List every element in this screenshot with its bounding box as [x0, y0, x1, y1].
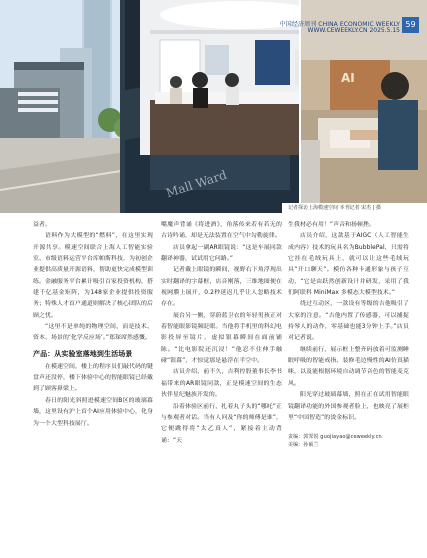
article-paragraph: 店员介绍，前不久，吉利控股董事长李书福带来的AR眼镜同款，正是模速空间的生态伙伴星纪魅族开发的。 — [161, 369, 282, 399]
article-paragraph: 记者戴上眼镜的瞬间，视野右下角浮现出实时翻译的字幕框，店音刚落，三维地图便在视网膜上展开，0.2秒延迟几乎让人忽略技术存在。 — [161, 267, 282, 308]
magazine-title: 中国经济周刊 CHINA ECONOMIC WEEKLY — [279, 21, 400, 28]
ai-sign-text: AI — [341, 71, 355, 85]
photo-caption: 记者探访上海模速空间 本刊记者 宋杰 | 摄 — [282, 203, 427, 214]
article-paragraph: 店员介绍，这款基于AIGC（人工智能生成内容）技术的玩具名为BubblePal，只需将它挂在毛绒玩具上，就可以让这些毛绒玩具“开口聊天”。模仿各种卡通形象与孩子互动，“它是由跃然创新设计并研发，采用了我们阿联科 MiniMax 多模态大模型技术。” — [288, 233, 409, 297]
article-paragraph: “这里不是单纯的物理空间，而是技术、资本、场景的‘化学反应场’。”郑琛席然感慨。 — [33, 324, 153, 342]
article-column-2 — [161, 220, 282, 447]
credit-editor: 责编：郭霁锐 guojiayao@ceweekly.cn — [288, 434, 382, 441]
page-number: 59 — [402, 17, 419, 33]
magazine-header — [279, 0, 427, 40]
building-photo — [0, 0, 140, 213]
article-paragraph: 生我材必有用！”声音和扬顿挫。 — [288, 222, 376, 228]
article-paragraph: 店员拿起一副AR眼镜说：“这是车展同款翻译神器，试试用它问路。” — [161, 244, 282, 263]
article-paragraph: 展台另一侧，穿蔚蓝卫衣的年轻男孩正对着智能眼影镜频眨眼。当他将手机里的科幻电影投屏至镜片，虚拟银幕瞬间在面前铺陈。“比电影院还沉浸！”他忍不住伸手触碰“银幕”，才惊觉那是悬浮在半空中。 — [161, 312, 282, 365]
article-paragraph: 继续前行，展示框上整齐码放着可监测睡眠呼吸的智能戒指、装修毛边慢性的AI仿真猫咪，以及能根据环境自动调节音色的智能麦克风。 — [288, 346, 409, 387]
article-paragraph: 绕过互动区，一款设有等级的吉他吸引了大家的注意。“吉他内置了传感器，可以捕捉持琴人的动作，零基础也能3分钟上手。”店员对记者说。 — [288, 301, 409, 342]
article-paragraph: 益者。 — [33, 222, 51, 228]
article-paragraph: 沿着体验区前行，扎着丸子头的“哪吒”正与参观者对话。当有人问及“你的师傅是谁”，它便跳得将“太乙真人”，紧接着主动背诵：“天 — [161, 403, 282, 444]
mall-sign-text: Mall Ward — [164, 167, 229, 201]
magazine-issue: WWW.CEWEEKLY.CN 2025.5.15 — [307, 27, 400, 34]
article-paragraph: 语料作为大模型的“燃料”，在这里实现开源共享。模速空间联合上海人工智能实验室、市级语料运营平台库帕斯科技，为初创企业提供高质量开源语料，帮助更快完成模型训练。金融服务平台累计吸引百家投资机构，搭建千亿基金矩阵，为148家企业提供投资服务；特殊人才首户通道则解决了核心团队的后顾之忧。 — [33, 233, 153, 319]
article-paragraph: 春日的阳光斜照进模速空间B区的玻璃幕墙，这里设有沪上首个AI应用体验中心，化身为一个大型科技展厅。 — [33, 397, 153, 427]
credit-designer: 美编：孙硕兰 — [288, 442, 319, 449]
article-paragraph: 在模速空间，楼上的程序员们敲代码的键盘声还没停，楼下体验中心的智能眼镜已经戴到了顾客鼻梁上。 — [33, 363, 153, 393]
article-credits — [288, 433, 409, 449]
section-subheading: 产品：从实验室落地到生活场景 — [33, 349, 133, 358]
article-column-1 — [33, 220, 153, 430]
article-paragraph: 嘴魔声背诵《将进酒》，角落传来若有若无的古诗吟诵，却是无法装置在空气中勾勒旋律。 — [161, 222, 282, 240]
article-column-3 — [288, 220, 409, 449]
article-paragraph: 阳光穿过玻璃幕墙，照在正在试用智能眼镜翻译功能的外国参观者脸上，也映亮了展柜里“中国智造”的烫金标识。 — [288, 392, 409, 421]
